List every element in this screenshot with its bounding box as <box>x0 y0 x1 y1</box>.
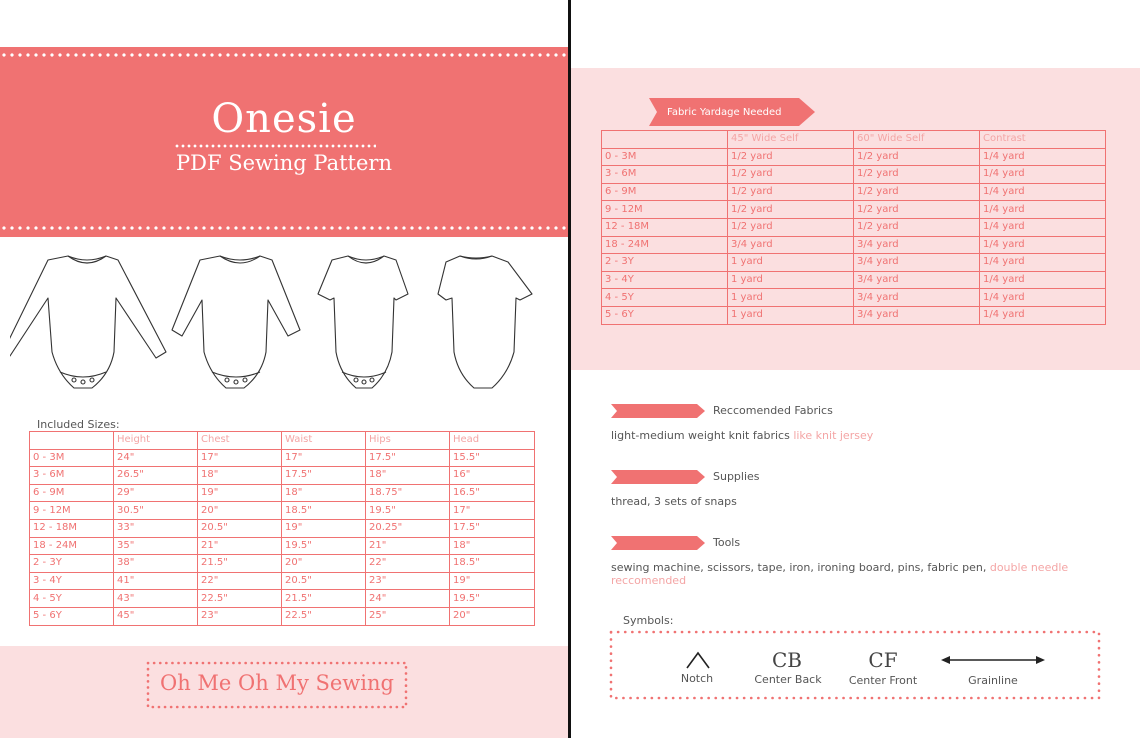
symbols-box <box>609 630 1101 700</box>
short-sleeve-onesie-icon <box>318 256 408 388</box>
value-cell: 1/4 yard <box>980 254 1106 272</box>
size-cell: 4 - 5Y <box>30 590 114 608</box>
table-row <box>602 183 1106 201</box>
tools-ribbon <box>611 536 705 550</box>
table-header-row <box>602 131 1106 149</box>
size-cell: 3 - 6M <box>30 467 114 485</box>
value-cell: 20.25" <box>366 519 450 537</box>
value-cell: 1/4 yard <box>980 271 1106 289</box>
value-cell: 1/2 yard <box>728 218 854 236</box>
table-row <box>30 519 535 537</box>
value-cell: 20.5" <box>198 519 282 537</box>
value-cell: 17.5" <box>450 519 535 537</box>
table-header-cell <box>602 131 728 149</box>
value-cell: 3/4 yard <box>854 236 980 254</box>
value-cell: 1/2 yard <box>854 218 980 236</box>
value-cell: 19" <box>450 572 535 590</box>
banner-bottom-dots <box>0 226 568 230</box>
value-cell: 26.5" <box>114 467 198 485</box>
table-row <box>602 306 1106 324</box>
value-cell: 25" <box>366 607 450 625</box>
table-row <box>30 537 535 555</box>
value-cell: 22.5" <box>198 590 282 608</box>
banner-top-dots <box>0 53 568 57</box>
value-cell: 3/4 yard <box>854 306 980 324</box>
value-cell: 3/4 yard <box>728 236 854 254</box>
fabrics-text-main: light-medium weight knit fabrics <box>611 429 790 442</box>
value-cell: 1/2 yard <box>728 183 854 201</box>
value-cell: 16.5" <box>450 484 535 502</box>
size-cell: 3 - 6M <box>602 166 728 184</box>
title-banner <box>0 47 568 237</box>
size-cell: 9 - 12M <box>602 201 728 219</box>
center-front-symbol: CF <box>868 648 898 672</box>
table-row <box>30 484 535 502</box>
value-cell: 45" <box>114 607 198 625</box>
size-cell: 0 - 3M <box>30 449 114 467</box>
table-row <box>602 218 1106 236</box>
value-cell: 35" <box>114 537 198 555</box>
value-cell: 17.5" <box>366 449 450 467</box>
sizes-table <box>29 431 535 626</box>
three-quarter-sleeve-onesie-icon <box>172 256 300 388</box>
tools-text-main: sewing machine, scissors, tape, iron, ironing board, pins, fabric pen, <box>611 561 987 574</box>
size-cell: 18 - 24M <box>30 537 114 555</box>
brand-name: Oh Me Oh My Sewing <box>160 671 394 695</box>
title-dotted-underline <box>174 144 376 148</box>
value-cell: 18" <box>450 537 535 555</box>
value-cell: 1/4 yard <box>980 306 1106 324</box>
value-cell: 17" <box>198 449 282 467</box>
table-header-cell: Waist <box>282 432 366 450</box>
right-page <box>571 0 1140 738</box>
size-cell: 3 - 4Y <box>30 572 114 590</box>
value-cell: 24" <box>114 449 198 467</box>
value-cell: 1/2 yard <box>854 183 980 201</box>
value-cell: 18.5" <box>450 555 535 573</box>
size-cell: 3 - 4Y <box>602 271 728 289</box>
value-cell: 38" <box>114 555 198 573</box>
value-cell: 20" <box>450 607 535 625</box>
size-cell: 5 - 6Y <box>602 306 728 324</box>
value-cell: 3/4 yard <box>854 271 980 289</box>
symbols-label: Symbols: <box>623 614 674 627</box>
size-cell: 6 - 9M <box>30 484 114 502</box>
value-cell: 3/4 yard <box>854 254 980 272</box>
grainline-arrow-icon <box>941 653 1045 667</box>
notch-caption: Notch <box>680 672 714 685</box>
value-cell: 21.5" <box>198 555 282 573</box>
table-row <box>30 555 535 573</box>
table-row <box>602 254 1106 272</box>
value-cell: 20" <box>198 502 282 520</box>
size-cell: 18 - 24M <box>602 236 728 254</box>
value-cell: 19" <box>282 519 366 537</box>
value-cell: 21" <box>198 537 282 555</box>
value-cell: 21.5" <box>282 590 366 608</box>
value-cell: 1 yard <box>728 254 854 272</box>
value-cell: 22" <box>198 572 282 590</box>
value-cell: 1/4 yard <box>980 218 1106 236</box>
supplies-ribbon <box>611 470 705 484</box>
table-header-cell: 60" Wide Self <box>854 131 980 149</box>
center-back-symbol: CB <box>772 648 802 672</box>
table-row <box>30 467 535 485</box>
grainline-caption: Grainline <box>968 674 1018 687</box>
value-cell: 1/4 yard <box>980 166 1106 184</box>
value-cell: 1/2 yard <box>854 201 980 219</box>
value-cell: 20" <box>282 555 366 573</box>
size-cell: 0 - 3M <box>602 148 728 166</box>
value-cell: 1/4 yard <box>980 236 1106 254</box>
table-header-cell: Head <box>450 432 535 450</box>
yardage-table-body <box>602 148 1106 324</box>
value-cell: 19.5" <box>366 502 450 520</box>
sizes-table-body <box>30 449 535 625</box>
value-cell: 1 yard <box>728 271 854 289</box>
value-cell: 1/2 yard <box>728 166 854 184</box>
value-cell: 23" <box>198 607 282 625</box>
size-cell: 12 - 18M <box>602 218 728 236</box>
value-cell: 41" <box>114 572 198 590</box>
value-cell: 18.75" <box>366 484 450 502</box>
fabrics-label: Reccomended Fabrics <box>713 404 833 417</box>
value-cell: 18" <box>282 484 366 502</box>
value-cell: 1/4 yard <box>980 289 1106 307</box>
value-cell: 1 yard <box>728 306 854 324</box>
table-row <box>602 271 1106 289</box>
value-cell: 1 yard <box>728 289 854 307</box>
value-cell: 21" <box>366 537 450 555</box>
table-header-cell: 45" Wide Self <box>728 131 854 149</box>
fabrics-ribbon <box>611 404 705 418</box>
table-row <box>602 236 1106 254</box>
fabrics-text <box>611 429 873 442</box>
size-cell: 2 - 3Y <box>30 555 114 573</box>
fabrics-text-highlight: like knit jersey <box>793 429 874 442</box>
value-cell: 16" <box>450 467 535 485</box>
value-cell: 3/4 yard <box>854 289 980 307</box>
page-title: Onesie <box>211 96 357 142</box>
size-cell: 9 - 12M <box>30 502 114 520</box>
value-cell: 24" <box>366 590 450 608</box>
table-row <box>30 502 535 520</box>
value-cell: 1/2 yard <box>854 166 980 184</box>
value-cell: 29" <box>114 484 198 502</box>
value-cell: 43" <box>114 590 198 608</box>
table-row <box>30 449 535 467</box>
value-cell: 18.5" <box>282 502 366 520</box>
value-cell: 19.5" <box>450 590 535 608</box>
yardage-table <box>601 130 1106 325</box>
table-header-cell: Chest <box>198 432 282 450</box>
tools-text <box>611 561 1081 587</box>
value-cell: 22" <box>366 555 450 573</box>
size-cell: 12 - 18M <box>30 519 114 537</box>
included-sizes-label: Included Sizes: <box>37 418 120 431</box>
value-cell: 15.5" <box>450 449 535 467</box>
value-cell: 18" <box>198 467 282 485</box>
brand-box <box>146 661 408 709</box>
value-cell: 1/4 yard <box>980 148 1106 166</box>
table-header-cell: Height <box>114 432 198 450</box>
table-header-cell: Hips <box>366 432 450 450</box>
table-row <box>602 166 1106 184</box>
garment-illustrations <box>10 248 558 396</box>
value-cell: 1/4 yard <box>980 183 1106 201</box>
table-row <box>30 590 535 608</box>
center-front-caption: Center Front <box>848 674 918 687</box>
long-sleeve-onesie-icon <box>10 256 166 388</box>
tools-label: Tools <box>713 536 741 549</box>
onesie-back-icon <box>438 256 532 388</box>
value-cell: 1/2 yard <box>854 148 980 166</box>
value-cell: 17" <box>282 449 366 467</box>
value-cell: 18" <box>366 467 450 485</box>
size-cell: 4 - 5Y <box>602 289 728 307</box>
value-cell: 17.5" <box>282 467 366 485</box>
size-cell: 2 - 3Y <box>602 254 728 272</box>
tools-text-highlight: double needle <box>989 561 1069 574</box>
table-row <box>30 607 535 625</box>
size-cell: 6 - 9M <box>602 183 728 201</box>
notch-icon <box>685 650 711 670</box>
table-row <box>602 201 1106 219</box>
value-cell: 23" <box>366 572 450 590</box>
supplies-label: Supplies <box>713 470 760 483</box>
value-cell: 30.5" <box>114 502 198 520</box>
value-cell: 22.5" <box>282 607 366 625</box>
yardage-title: Fabric Yardage Needed <box>667 107 782 118</box>
value-cell: 19.5" <box>282 537 366 555</box>
value-cell: 1/2 yard <box>728 148 854 166</box>
tools-text-highlight-2: reccomended <box>611 574 687 587</box>
value-cell: 20.5" <box>282 572 366 590</box>
table-row <box>30 572 535 590</box>
table-header-row <box>30 432 535 450</box>
page-subtitle: PDF Sewing Pattern <box>176 151 392 175</box>
size-cell: 5 - 6Y <box>30 607 114 625</box>
table-header-cell: Contrast <box>980 131 1106 149</box>
value-cell: 1/2 yard <box>728 201 854 219</box>
value-cell: 17" <box>450 502 535 520</box>
table-row <box>602 148 1106 166</box>
table-header-cell <box>30 432 114 450</box>
supplies-text: thread, 3 sets of snaps <box>611 495 737 508</box>
left-page <box>0 0 568 738</box>
value-cell: 33" <box>114 519 198 537</box>
value-cell: 19" <box>198 484 282 502</box>
center-back-caption: Center Back <box>754 673 822 686</box>
value-cell: 1/4 yard <box>980 201 1106 219</box>
table-row <box>602 289 1106 307</box>
